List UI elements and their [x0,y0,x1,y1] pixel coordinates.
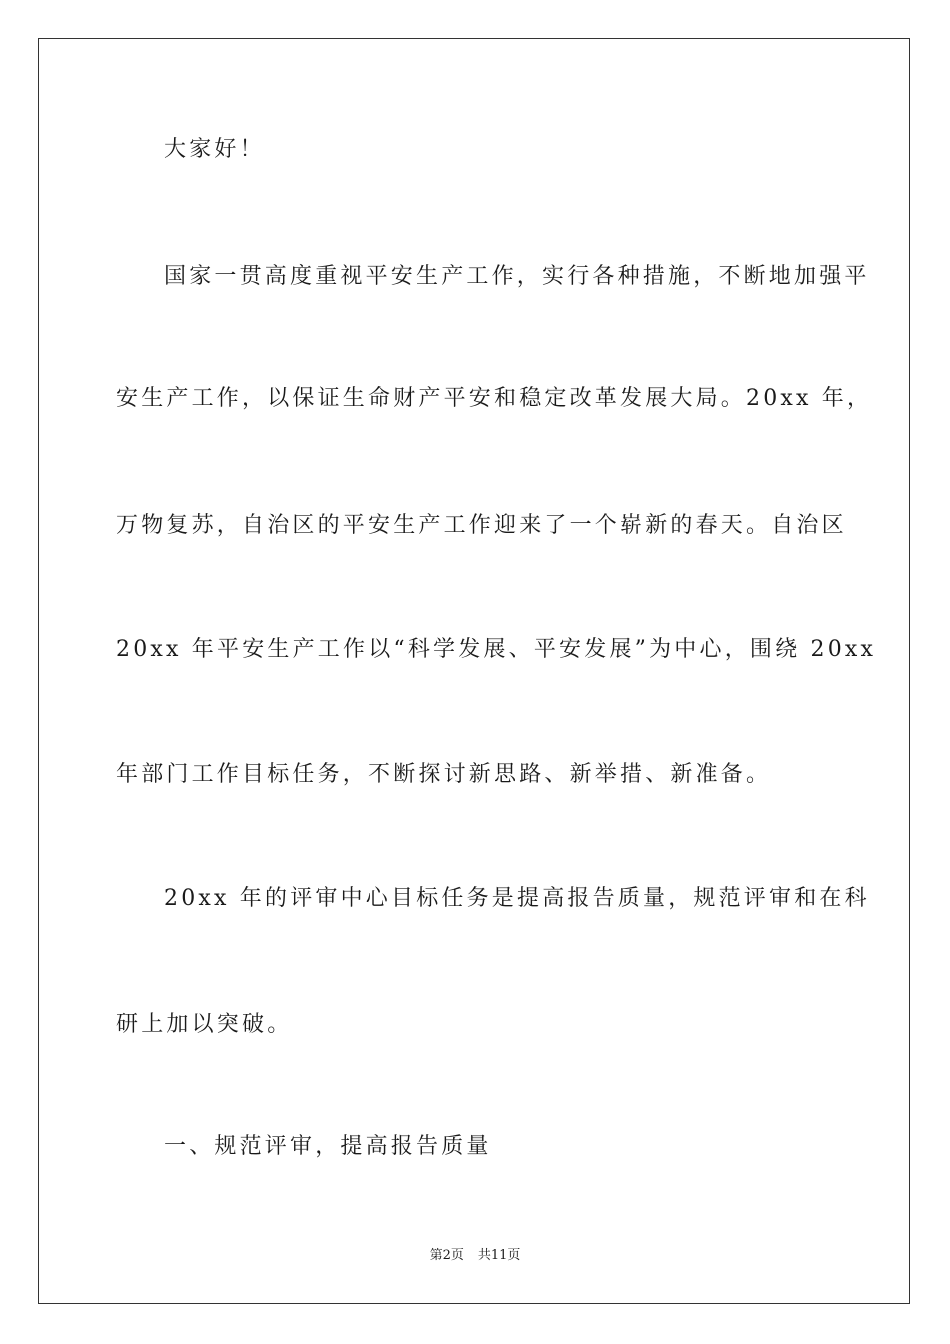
page-number: 第2页 [429,1248,464,1263]
paragraph-1-line-1: 国家一贯高度重视平安生产工作，实行各种措施，不断地加强平 [164,264,870,289]
paragraph-1-line-2: 安生产工作，以保证生命财产平安和稳定改革发展大局。20xx 年， [116,386,873,411]
paragraph-2-line-1: 20xx 年的评审中心目标任务是提高报告质量，规范评审和在科 [164,886,870,911]
page-footer [0,1247,950,1265]
paragraph-1-line-4: 20xx 年平安生产工作以“科学发展、平安发展”为中心，围绕 20xx [116,637,877,662]
page-total: 共11页 [477,1248,521,1263]
section-heading: 一、规范评审，提高报告质量 [164,1134,492,1159]
page-frame [38,38,910,1304]
greeting-line: 大家好！ [164,137,265,162]
paragraph-1-line-3: 万物复苏，自治区的平安生产工作迎来了一个崭新的春天。自治区 [116,513,847,538]
paragraph-2-line-2: 研上加以突破。 [116,1012,293,1037]
paragraph-1-line-5: 年部门工作目标任务，不断探讨新思路、新举措、新准备。 [116,762,772,787]
